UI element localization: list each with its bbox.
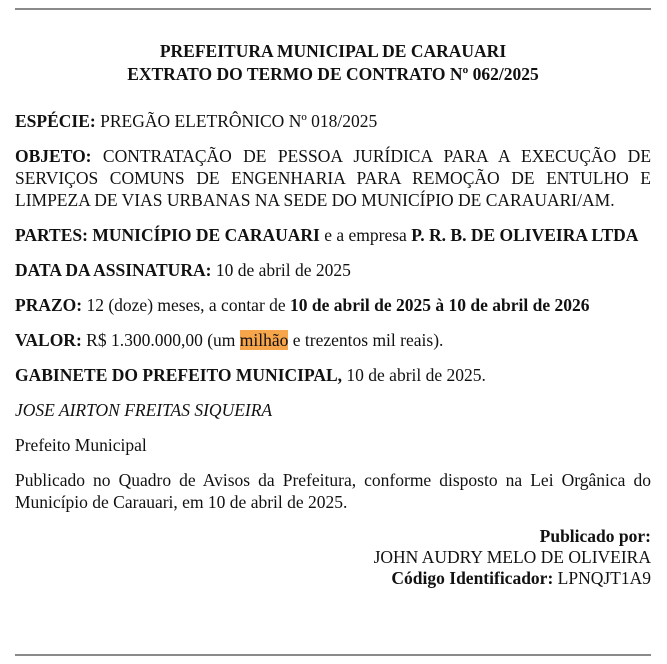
especie-paragraph [15,110,651,132]
especie-label: ESPÉCIE: [15,111,96,131]
publisher-code-label: Código Identificador: [391,568,554,588]
prazo-label: PRAZO: [15,295,83,315]
publisher-code-line [15,568,651,589]
partes-label: PARTES: [15,225,88,245]
valor-paragraph [15,329,651,351]
data-assinatura-value: 10 de abril de 2025 [215,260,351,280]
gabinete-date: 10 de abril de 2025. [346,365,486,385]
document-body [15,40,651,589]
top-divider [15,8,651,10]
title-line-2: EXTRATO DO TERMO DE CONTRATO Nº 062/2025 [127,64,539,84]
bottom-divider [15,654,651,656]
objeto-value: CONTRATAÇÃO DE PESSOA JURÍDICA PARA A EXECUÇÃO DE SERVIÇOS COMUNS DE ENGENHARIA PARA REMOÇÃO DE ENTULHO E LIMPEZA DE VIAS URBANAS NA SEDE DO MUNICÍPIO DE CARAUARI/AM. [15,146,652,210]
publisher-name: JOHN AUDRY MELO DE OLIVEIRA [373,547,651,567]
valor-suffix: e trezentos mil reais). [292,330,444,350]
gabinete-paragraph [15,364,651,386]
partes-party-1: MUNICÍPIO DE CARAUARI [92,225,320,245]
title-line-1: PREFEITURA MUNICIPAL DE CARAUARI [159,41,507,61]
signatory-role: Prefeito Municipal [15,435,147,455]
publicacao-paragraph: Publicado no Quadro de Avisos da Prefeitura, conforme disposto na Lei Orgânica do Município de Carauari, em 10 de abril de 2025. [15,470,651,512]
valor-label: VALOR: [15,330,82,350]
document-title [15,40,651,86]
data-assinatura-label: DATA DA ASSINATURA: [15,260,212,280]
signatory-name: JOSE AIRTON FREITAS SIQUEIRA [15,400,273,420]
valor-highlight: milhão [239,330,289,350]
partes-party-2: P. R. B. DE OLIVEIRA LTDA [411,225,639,245]
objeto-paragraph [15,145,651,211]
publisher-block [15,526,651,589]
prazo-paragraph [15,294,651,316]
publisher-code: LPNQJT1A9 [557,568,651,588]
partes-paragraph [15,224,651,246]
partes-connector: e a empresa [324,225,407,245]
objeto-label: OBJETO: [15,146,92,166]
gabinete-label: GABINETE DO PREFEITO MUNICIPAL, [15,365,343,385]
prazo-value: 12 (doze) meses, a contar de [86,295,286,315]
prazo-range: 10 de abril de 2025 à 10 de abril de 2026 [290,295,590,315]
publisher-label: Publicado por: [539,526,651,546]
data-assinatura-paragraph [15,259,651,281]
especie-value: PREGÃO ELETRÔNICO Nº 018/2025 [100,111,378,131]
valor-prefix: R$ 1.300.000,00 (um [86,330,236,350]
